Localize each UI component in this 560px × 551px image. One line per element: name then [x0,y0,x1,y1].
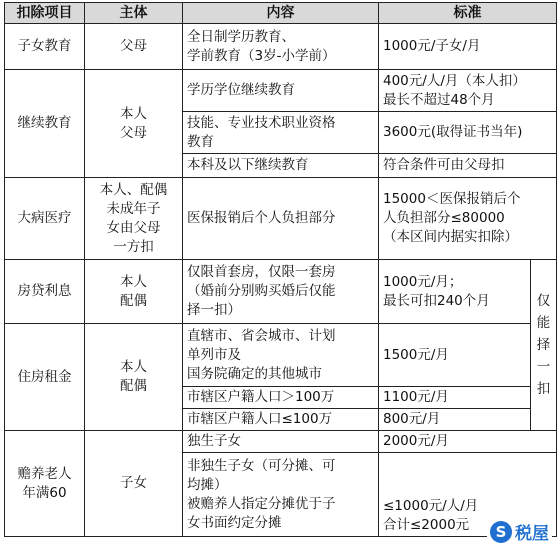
content-cell: 学历学位继续教育 [183,70,379,112]
content-cell: 独生子女 [183,431,379,453]
standard-cell: 1500元/月 [379,324,531,387]
standard-cell: 1000元/子女/月 [379,24,557,70]
standard-cell: 15000＜医保报销后个 人负担部分≤80000 （本区间内据实扣除） [379,178,557,260]
subject-cell: 子女 [85,431,183,537]
table-row [5,178,557,260]
standard-cell: 400元/人/月（本人扣） 最长不超过48个月 [379,70,557,112]
table-row [5,260,557,324]
table-row [5,324,557,387]
item-cell: 赡养老人 年满60 [5,431,85,537]
standard-cell: 2000元/月 [379,431,557,453]
content-cell: 非独生子女（可分摊、可 均摊） 被赡养人指定分摊优于子 女书面约定分摊 [183,453,379,537]
standard-cell: ≤1000元/人/月 合计≤2000元 [379,453,557,537]
shuiwu-logo-text: 税屋 [515,524,549,544]
standard-cell: 符合条件可由父母扣 [379,154,557,178]
header-subject: 主体 [85,3,183,24]
content-cell: 市辖区户籍人口＞100万 [183,387,379,409]
content-cell: 本科及以下继续教育 [183,154,379,178]
content-cell: 医保报销后个人负担部分 [183,178,379,260]
standard-cell: 1100元/月 [379,387,531,409]
header-content: 内容 [183,3,379,24]
content-cell: 市辖区户籍人口≤100万 [183,409,379,431]
item-cell: 继续教育 [5,70,85,178]
subject-cell: 本人 父母 [85,70,183,178]
header-item: 扣除项目 [5,3,85,24]
content-cell: 仅限首套房，仅限一套房 （婚前分别购买婚后仅能 择一扣） [183,260,379,324]
table-row [5,70,557,112]
item-cell: 住房租金 [5,324,85,431]
item-cell: 房贷利息 [5,260,85,324]
deduction-table [4,2,557,537]
subject-cell: 本人 配偶 [85,260,183,324]
choose-one-note: 仅能择一扣 [531,260,557,431]
table-row [5,24,557,70]
shuiwu-logo [487,518,552,545]
item-cell: 大病医疗 [5,178,85,260]
standard-cell: 800元/月 [379,409,531,431]
table-row [5,431,557,453]
subject-cell: 父母 [85,24,183,70]
content-cell: 全日制学历教育、 学前教育（3岁-小学前） [183,24,379,70]
item-cell: 子女教育 [5,24,85,70]
header-standard: 标准 [379,3,557,24]
subject-cell: 本人、配偶 未成年子 女由父母 一方扣 [85,178,183,260]
standard-cell: 3600元(取得证书当年) [379,112,557,154]
content-cell: 技能、专业技术职业资格 教育 [183,112,379,154]
header-row [5,3,557,24]
standard-cell: 1000元/月； 最长可扣240个月 [379,260,531,324]
subject-cell: 本人 配偶 [85,324,183,431]
shuiwu-logo-icon: S [490,521,512,543]
content-cell: 直辖市、省会城市、计划 单列市及 国务院确定的其他城市 [183,324,379,387]
